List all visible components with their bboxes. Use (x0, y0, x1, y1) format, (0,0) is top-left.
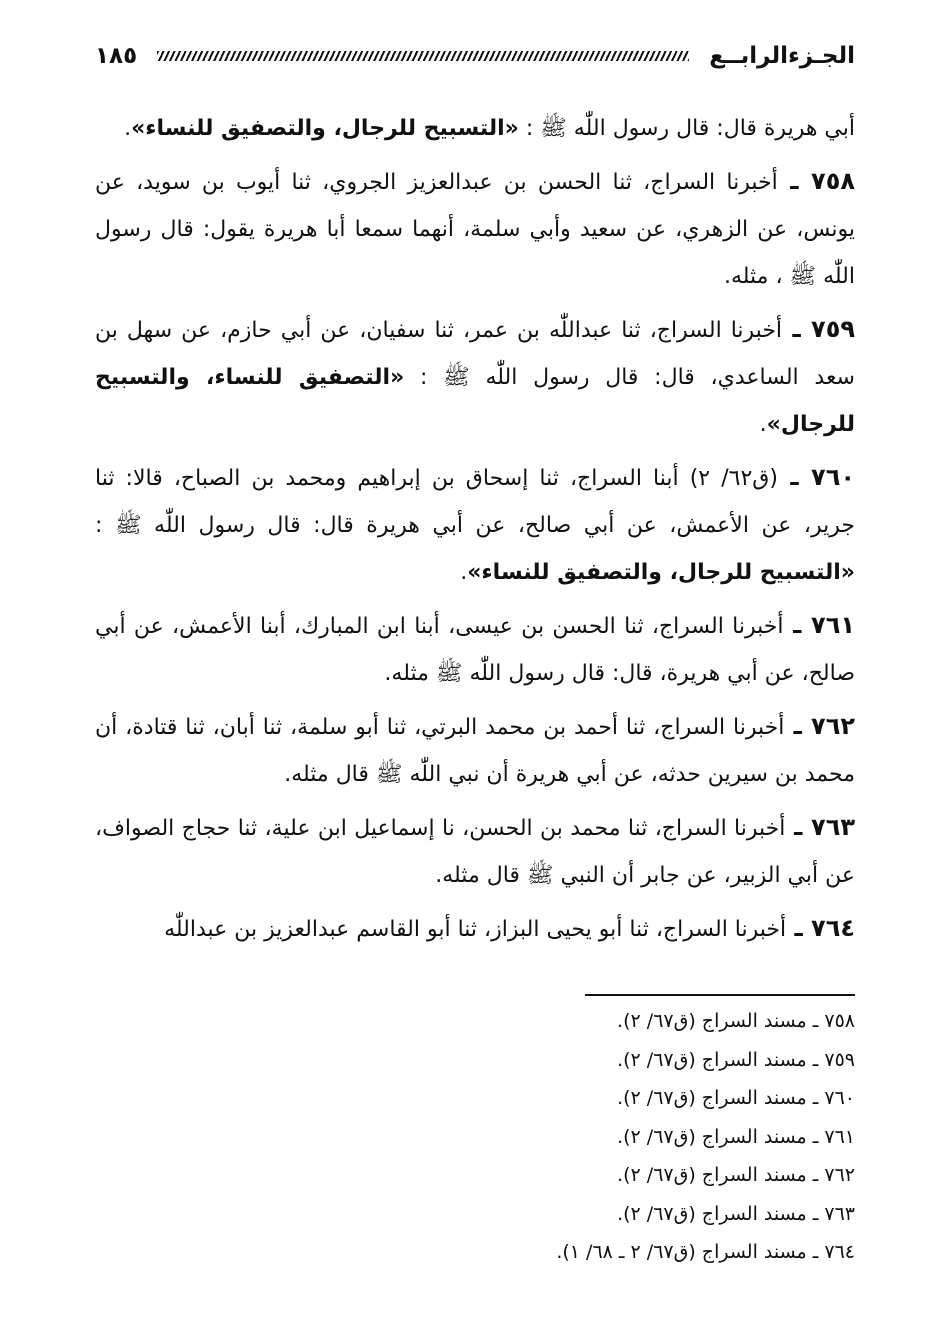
footnote: ٧٦١ ـ مسند السراج (ق٦٧/ ٢). (617, 1125, 855, 1148)
hadith-paragraph (95, 454, 855, 596)
hadith-paragraph (95, 703, 855, 798)
page-header (95, 36, 855, 76)
hadith-paragraph (95, 602, 855, 697)
hadith-text: أخبرنا السراج، ثنا الحسن بن عبدالعزيز الجروي، ثنا أيوب بن سويد، عن يونس، عن الزهري، عن سعيد وأبي سلمة، أنهما سمعا أبا هريرة يقول: قال رسول اللّٰه ﷺ ، مثله. (95, 170, 855, 289)
paragraph-continuation (95, 104, 855, 152)
hadith-text: أخبرنا السراج، ثنا عبداللّٰه بن عمر، ثنا سفيان، عن أبي حازم، عن سهل بن سعد الساعدي، قال: قال رسول اللّٰه ﷺ : (95, 318, 855, 390)
hadith-number: ٧٦٠ ـ (777, 463, 855, 491)
book-page (95, 36, 855, 1316)
footnote: ٧٦٢ ـ مسند السراج (ق٦٧/ ٢). (617, 1164, 855, 1186)
running-head: الجـزءالرابــع (709, 43, 855, 69)
hadith-number: ٧٦١ ـ (783, 611, 855, 639)
hadith-text: (ق٦٢/ ٢) أبنا السراج، ثنا إسحاق بن إبراهيم ومحمد بن الصباح، قالا: ثنا جرير، عن الأعمش، عن أبي صالح، عن أبي هريرة قال: قال رسول اللّٰه ﷺ : (95, 466, 855, 538)
hadith-text: أبي هريرة قال: قال رسول اللّٰه ﷺ : (518, 116, 855, 141)
hadith-quote: «التسبيح للرجال، والتصفيق للنساء» (131, 116, 519, 141)
hadith-text: أخبرنا السراج، ثنا محمد بن الحسن، نا إسماعيل ابن علية، ثنا حجاج الصواف، عن أبي الزبير، عن جابر أن النبي ﷺ قال مثله. (95, 816, 855, 888)
hadith-end: . (460, 560, 468, 585)
hadith-number: ٧٦٣ ـ (785, 813, 855, 841)
hadith-quote: «التصفيق للنساء، والتسبيح للرجال» (95, 365, 855, 437)
footnote: ٧٦٣ ـ مسند السراج (ق٦٧/ ٢). (617, 1202, 855, 1225)
footnote: ٧٥٨ ـ مسند السراج (ق٦٧/ ٢). (617, 1010, 855, 1032)
hadith-paragraph (95, 905, 855, 953)
hadith-number: ٧٥٨ ـ (777, 167, 855, 195)
hadith-number: ٧٦٢ ـ (784, 712, 855, 740)
footnote: ٧٥٩ ـ مسند السراج (ق٦٧/ ٢). (617, 1048, 855, 1071)
hadith-number: ٧٦٤ ـ (786, 914, 855, 942)
hadith-text: أخبرنا السراج، ثنا الحسن بن عيسى، أبنا ابن المبارك، أبنا الأعمش، عن أبي صالح، عن أبي هريرة، قال: قال رسول اللّٰه ﷺ مثله. (95, 614, 855, 686)
page-number: ١٨٥ (95, 43, 138, 69)
hadith-quote: «التسبيح للرجال، والتصفيق للنساء» (467, 560, 855, 585)
hadith-end: . (124, 116, 132, 141)
hadith-number: ٧٥٩ ـ (782, 315, 855, 343)
hadith-text: أخبرنا السراج، ثنا أحمد بن محمد البرتي، ثنا أبو سلمة، ثنا أبان، ثنا قتادة، أن محمد بن سيرين حدثه، عن أبي هريرة أن نبي اللّٰه ﷺ قال مثله. (95, 715, 855, 787)
main-text (95, 104, 855, 953)
hadith-paragraph (95, 158, 855, 300)
footnotes-list (95, 1002, 855, 1272)
hadith-paragraph (95, 306, 855, 448)
hadith-end: . (759, 412, 767, 437)
header-hatch-rule (157, 51, 689, 61)
hadith-text: أخبرنا السراج، ثنا أبو يحيى البزاز، ثنا أبو القاسم عبدالعزيز بن عبداللّٰه (164, 917, 787, 942)
footnote: ٧٦٤ ـ مسند السراج (ق٦٧/ ٢ ـ ٦٨/ ١). (556, 1241, 855, 1263)
footnote: ٧٦٠ ـ مسند السراج (ق٦٧/ ٢). (617, 1087, 855, 1109)
hadith-paragraph (95, 804, 855, 899)
footnote-separator (585, 994, 855, 996)
